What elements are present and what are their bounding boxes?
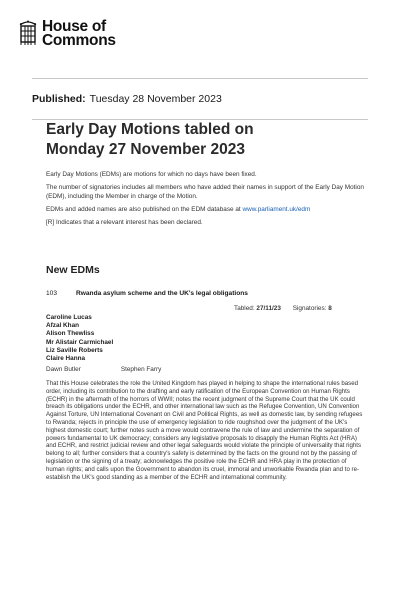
section-heading-new-edms: New EDMs	[46, 264, 100, 276]
signer-name: Afzal Khan	[46, 322, 80, 330]
intro-text	[46, 170, 376, 231]
motion-title: Rwanda asylum scheme and the UK's legal obligations	[76, 290, 248, 297]
title-line-1: Early Day Motions tabled on	[46, 121, 254, 138]
intro-paragraph-3	[46, 205, 376, 214]
house-of-commons-logo	[18, 20, 116, 48]
logo-line-1: House of	[42, 18, 106, 35]
signer-name: Claire Hanna	[46, 355, 86, 363]
motion-meta	[234, 305, 342, 312]
intro-paragraph-3-text: EDMs and added names are also published on the EDM database at	[46, 206, 243, 213]
motion-number: 103	[46, 290, 58, 297]
signer-name: Mr Alistair Carmichael	[46, 338, 114, 346]
supporter-name: Dawn Butler	[46, 366, 81, 373]
motion-text: That this House celebrates the role the United Kingdom has played in helping to shape the international rules based order, including its contribution to the drafting and early ratification of the European Convention on Human Rights (ECHR) in the aftermath of the horrors of WWII; notes the recent judgment of the Supreme Court that the UK could breach its obligations under the ECHR, and other international law such as the Refugee Convention, UN Convention Against Torture, UN International Covenant on Civil and Political Rights, as well as domestic law, by sending refugees to Rwanda; rejects in principle the use of emergency legislation to ride roughshod over the judgment of the UK's highest domestic court; further notes such a move would contravene the rule of law and undermine the separation of powers fundamental to UK democracy; considers any legislative proposals to disapply the Human Rights Act (HRA) and ECHR, and restrict judicial review and other legal safeguards would violate the principle of universality that rights belong to all; further considers that a country's safety is determined by the facts on the ground not by the passing of legislation or the signing of a treaty; acknowledges the positive role the ECHR and HRA play in the protection of human rights; and calls upon the Government to abandon its cruel, immoral and unworkable Rwanda plan and to re-establish the UK's good standing as a member of the ECHR and international community.	[46, 380, 363, 481]
tabled-label: Tabled:	[234, 305, 255, 312]
intro-paragraph-1: Early Day Motions (EDMs) are motions for which no days have been fixed.	[46, 171, 257, 178]
edm-database-link[interactable]: www.parliament.uk/edm	[242, 206, 311, 213]
page-title	[46, 120, 254, 160]
portcullis-icon	[18, 20, 38, 46]
published-date: Tuesday 28 November 2023	[89, 93, 222, 105]
signer-name: Alison Thewliss	[46, 330, 95, 338]
signer-name: Liz Saville Roberts	[46, 346, 103, 354]
published-label: Published:	[32, 93, 86, 105]
published-bar	[32, 78, 368, 120]
tabled-date: 27/11/23	[256, 305, 281, 312]
primary-signers-list	[46, 314, 113, 363]
signatories-count: 8	[328, 305, 332, 312]
supporters-list	[46, 366, 201, 373]
signer-name: Caroline Lucas	[46, 314, 92, 321]
title-line-2: Monday 27 November 2023	[46, 141, 246, 158]
motion-header	[46, 290, 356, 297]
intro-paragraph-4: [R] Indicates that a relevant interest has been declared.	[46, 219, 203, 226]
logo-line-2: Commons	[42, 32, 116, 49]
intro-paragraph-2: The number of signatories includes all members who have added their names in support of the Early Day Motion (EDM), including the Member in charge of the Motion.	[46, 184, 364, 200]
signatories-label: Signatories:	[292, 305, 327, 312]
supporter-name: Stephen Farry	[120, 366, 162, 373]
